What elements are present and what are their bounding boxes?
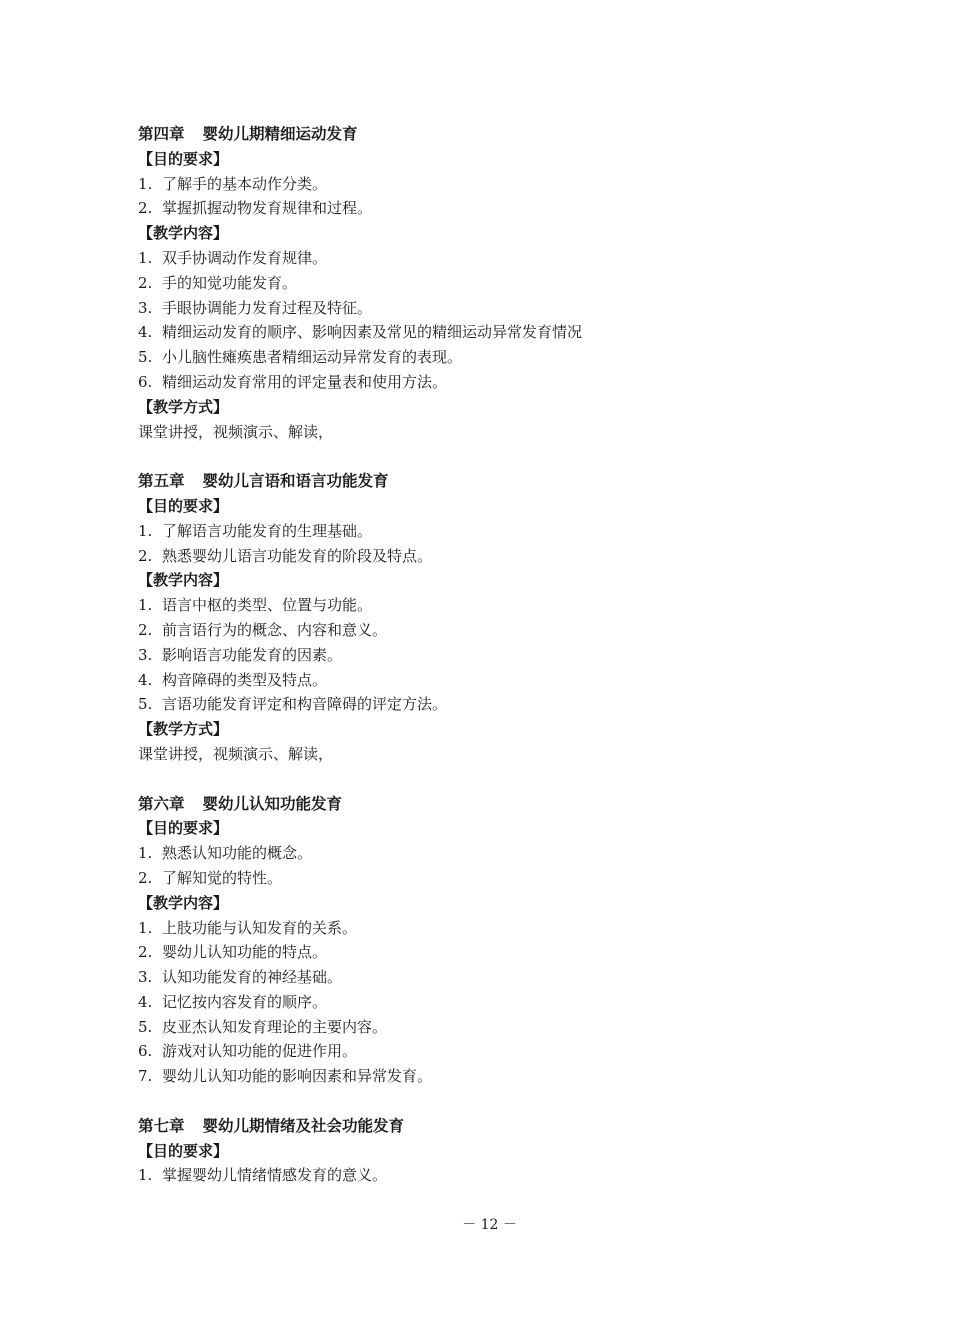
- chapter-number: 第四章: [138, 125, 185, 143]
- content-item: [138, 271, 838, 296]
- item-number: 2.: [138, 868, 153, 887]
- chapter-number: 第七章: [138, 1116, 185, 1135]
- item-number: 2.: [138, 546, 153, 565]
- chapter-number: 第五章: [138, 472, 185, 491]
- chapter-heading: [138, 469, 838, 494]
- item-text: 熟悉婴幼儿语言功能发育的阶段及特点。: [162, 546, 433, 565]
- item-text: 构音障碍的类型及特点。: [162, 670, 328, 689]
- item-number: 6.: [138, 1042, 153, 1061]
- objective-item: [138, 196, 838, 221]
- content-item: [138, 345, 838, 370]
- chapter-heading: [138, 1114, 838, 1139]
- item-number: 2.: [138, 943, 153, 962]
- objectives-label: 【目的要求】: [138, 1141, 229, 1160]
- item-number: 4.: [138, 323, 153, 342]
- objectives-label: 【目的要求】: [138, 496, 229, 515]
- chapter-title: 婴幼儿言语和语言功能发育: [202, 472, 389, 491]
- content-item: [138, 668, 838, 693]
- content-item: [138, 593, 838, 618]
- item-number: 5.: [138, 1017, 153, 1036]
- item-number: 1.: [138, 918, 153, 937]
- content-item: [138, 370, 838, 395]
- content-item: [138, 990, 838, 1015]
- content-item: [138, 1064, 838, 1089]
- objective-item: [138, 544, 838, 569]
- content-item: [138, 643, 838, 668]
- objectives-label: 【目的要求】: [138, 149, 229, 168]
- item-text: 双手协调动作发育规律。: [162, 248, 328, 267]
- item-number: 5.: [138, 348, 153, 367]
- item-text: 婴幼儿认知功能的特点。: [162, 943, 328, 962]
- item-text: 精细运动发育的顺序、影响因素及常见的精细运动异常发育情况: [162, 323, 583, 342]
- item-text: 手的知觉功能发育。: [162, 273, 298, 292]
- item-text: 婴幼儿认知功能的影响因素和异常发育。: [162, 1067, 433, 1086]
- objective-item: [138, 172, 838, 197]
- item-text: 了解语言功能发育的生理基础。: [162, 521, 373, 540]
- item-number: 3.: [138, 298, 153, 317]
- content-item: [138, 692, 838, 717]
- item-number: 1.: [138, 844, 153, 863]
- item-text: 游戏对认知功能的促进作用。: [162, 1042, 358, 1061]
- item-text: 熟悉认知功能的概念。: [162, 844, 313, 863]
- item-text: 皮亚杰认知发育理论的主要内容。: [162, 1017, 388, 1036]
- chapter-title: 婴幼儿期精细运动发育: [202, 125, 358, 143]
- item-number: 1.: [138, 248, 153, 267]
- content-item: [138, 1015, 838, 1040]
- content-item: [138, 296, 838, 321]
- item-text: 手眼协调能力发育过程及特征。: [162, 298, 373, 317]
- objective-item: [138, 1163, 838, 1188]
- chapter-number: 第六章: [138, 794, 185, 813]
- section-gap: [138, 767, 838, 792]
- item-number: 2.: [138, 273, 153, 292]
- method-label: 【教学方式】: [138, 720, 229, 739]
- item-text: 掌握抓握动物发育规律和过程。: [162, 199, 373, 218]
- item-text: 认知功能发育的神经基础。: [162, 968, 343, 987]
- objective-item: [138, 841, 838, 866]
- item-number: 2.: [138, 199, 153, 218]
- item-number: 2.: [138, 620, 153, 639]
- chapter-title: 婴幼儿认知功能发育: [202, 794, 343, 813]
- item-text: 了解知觉的特性。: [162, 868, 283, 887]
- content-item: [138, 618, 838, 643]
- document-body: [138, 122, 838, 1188]
- page-number: － 12 －: [462, 1217, 517, 1233]
- item-text: 精细运动发育常用的评定量表和使用方法。: [162, 372, 448, 391]
- item-number: 1.: [138, 174, 153, 193]
- content-item: [138, 320, 838, 345]
- item-text: 记忆按内容发育的顺序。: [162, 992, 328, 1011]
- item-number: 3.: [138, 645, 153, 664]
- objective-item: [138, 866, 838, 891]
- item-number: 5.: [138, 695, 153, 714]
- chapter-heading: [138, 122, 838, 147]
- method-text: 课堂讲授，视频演示、解读，: [138, 422, 334, 441]
- content-item: [138, 246, 838, 271]
- item-number: 1.: [138, 1166, 153, 1185]
- item-text: 小儿脑性瘫痪患者精细运动异常发育的表现。: [162, 348, 463, 367]
- item-number: 3.: [138, 968, 153, 987]
- item-text: 言语功能发育评定和构音障碍的评定方法。: [162, 695, 448, 714]
- section-gap: [138, 444, 838, 469]
- item-text: 语言中枢的类型、位置与功能。: [162, 596, 373, 615]
- item-text: 了解手的基本动作分类。: [162, 174, 328, 193]
- content-item: [138, 940, 838, 965]
- method-label: 【教学方式】: [138, 397, 229, 416]
- objectives-label: 【目的要求】: [138, 819, 229, 838]
- method-text: 课堂讲授，视频演示、解读，: [138, 744, 334, 763]
- content-item: [138, 965, 838, 990]
- item-text: 上肢功能与认知发育的关系。: [162, 918, 358, 937]
- chapter-heading: [138, 792, 838, 817]
- item-number: 4.: [138, 670, 153, 689]
- item-number: 4.: [138, 992, 153, 1011]
- content-item: [138, 916, 838, 941]
- objective-item: [138, 519, 838, 544]
- item-text: 前言语行为的概念、内容和意义。: [162, 620, 388, 639]
- item-text: 掌握婴幼儿情绪情感发育的意义。: [162, 1166, 388, 1185]
- item-text: 影响语言功能发育的因素。: [162, 645, 343, 664]
- item-number: 1.: [138, 521, 153, 540]
- item-number: 6.: [138, 372, 153, 391]
- content-label: 【教学内容】: [138, 893, 229, 912]
- section-gap: [138, 1089, 838, 1114]
- content-label: 【教学内容】: [138, 224, 229, 243]
- content-label: 【教学内容】: [138, 571, 229, 590]
- item-number: 1.: [138, 596, 153, 615]
- item-number: 7.: [138, 1067, 153, 1086]
- content-item: [138, 1039, 838, 1064]
- chapter-title: 婴幼儿期情绪及社会功能发育: [202, 1116, 405, 1135]
